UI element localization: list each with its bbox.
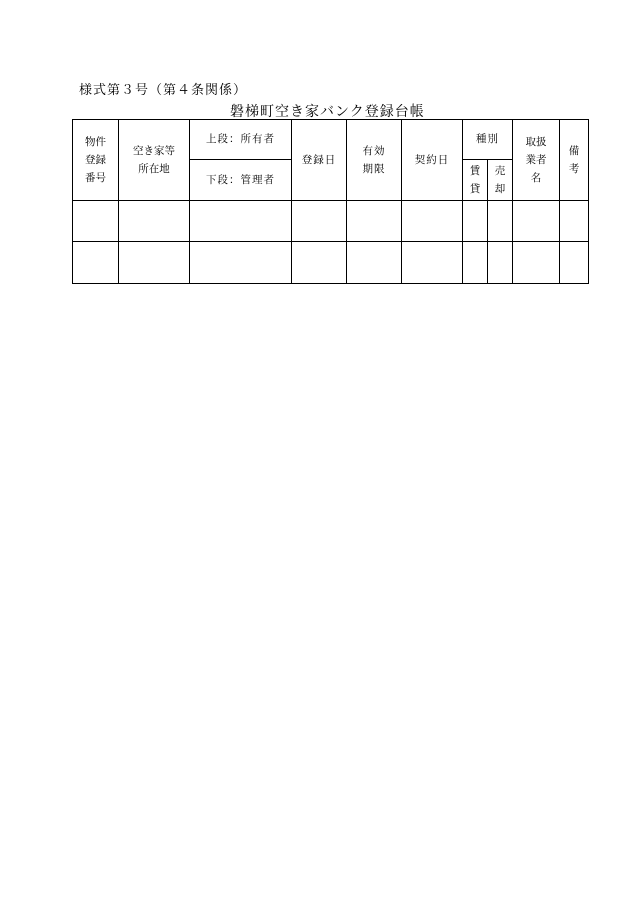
header-validity-period: 有効 期限 <box>347 120 402 201</box>
form-number-label: 様式第３号（第４条関係） <box>79 83 248 98</box>
table-cell[interactable] <box>190 201 292 242</box>
header-owner: 上段：所有者 <box>190 120 292 160</box>
table-cell[interactable] <box>119 201 190 242</box>
header-sale: 売 却 <box>488 160 513 201</box>
table-cell[interactable] <box>560 242 589 284</box>
table-cell[interactable] <box>347 201 402 242</box>
header-type: 種別 <box>463 120 513 160</box>
page-title: 磐梯町空き家バンク登録台帳 <box>230 104 425 120</box>
header-remarks: 備 考 <box>560 120 589 201</box>
table-cell[interactable] <box>292 242 347 284</box>
registration-ledger-table <box>72 119 589 284</box>
table-cell[interactable] <box>402 201 463 242</box>
table-cell[interactable] <box>488 242 513 284</box>
table-row <box>73 201 589 242</box>
table-cell[interactable] <box>463 201 488 242</box>
header-manager: 下段：管理者 <box>190 160 292 201</box>
header-row <box>73 120 589 160</box>
table-cell[interactable] <box>560 201 589 242</box>
table-cell[interactable] <box>73 201 119 242</box>
table-cell[interactable] <box>292 201 347 242</box>
header-contract-date: 契約日 <box>402 120 463 201</box>
table-cell[interactable] <box>513 201 560 242</box>
header-registration-date: 登録日 <box>292 120 347 201</box>
table-cell[interactable] <box>488 201 513 242</box>
header-property-number: 物件 登録 番号 <box>73 120 119 201</box>
table-row <box>73 242 589 284</box>
table-cell[interactable] <box>347 242 402 284</box>
table-cell[interactable] <box>402 242 463 284</box>
table-cell[interactable] <box>190 242 292 284</box>
header-agent: 取扱 業者 名 <box>513 120 560 201</box>
table-cell[interactable] <box>73 242 119 284</box>
header-rent: 賃 貸 <box>463 160 488 201</box>
header-address: 空き家等 所在地 <box>119 120 190 201</box>
table-cell[interactable] <box>463 242 488 284</box>
table-cell[interactable] <box>119 242 190 284</box>
table-cell[interactable] <box>513 242 560 284</box>
